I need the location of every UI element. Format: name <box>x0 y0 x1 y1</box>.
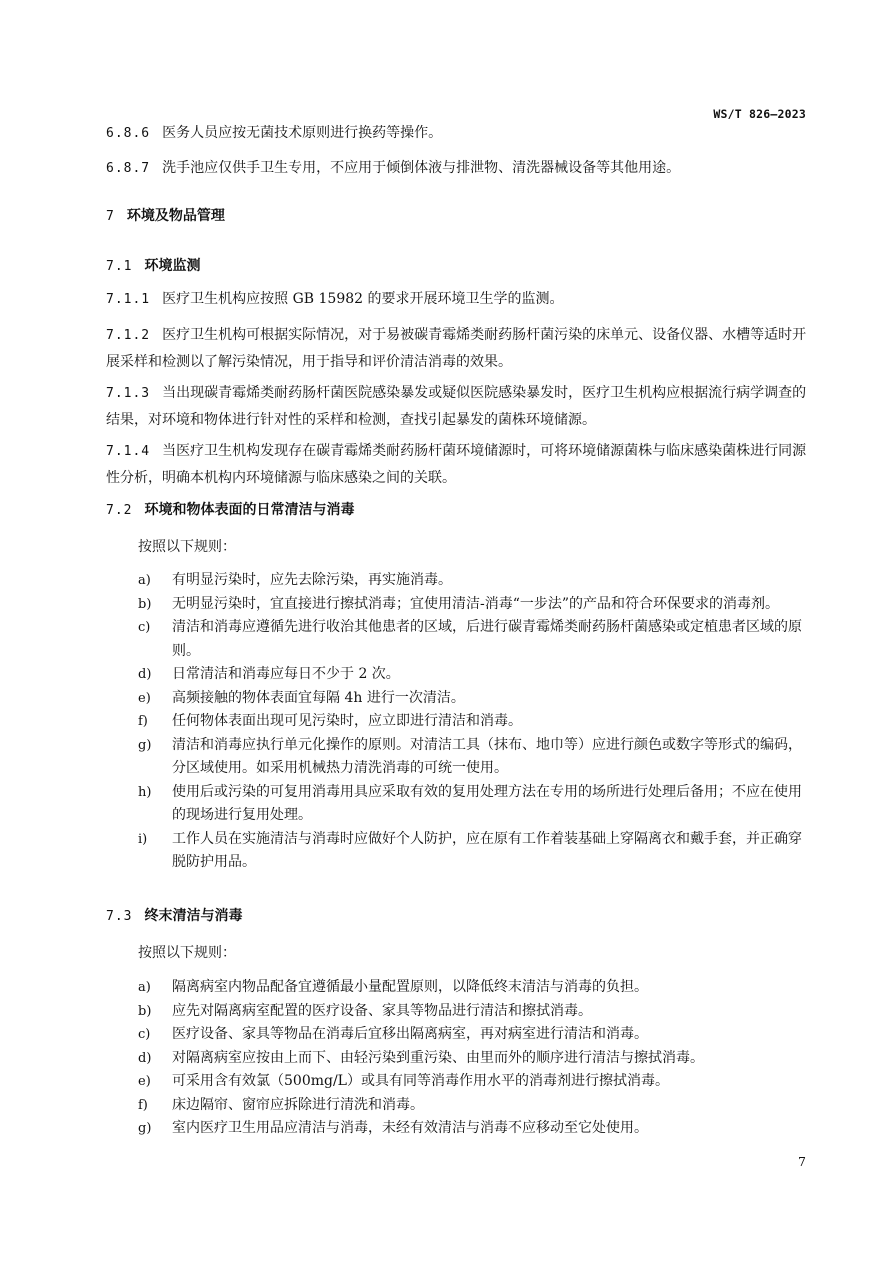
list-text: 隔离病室内物品配备宜遵循最小量配置原则，以降低终末清洁与消毒的负担。 <box>172 979 648 995</box>
list-item <box>138 1070 808 1094</box>
clause-text: 当出现碳青霉烯类耐药肠杆菌医院感染暴发或疑似医院感染暴发时，医疗卫生机构应根据流行病学调查的结果，对环境和物体进行针对性的采样和检测，查找引起暴发的菌株环境储源。 <box>106 385 807 428</box>
list-marker: c) <box>138 620 151 635</box>
list-item <box>138 710 808 734</box>
clause-7-1-2 <box>106 322 809 375</box>
rule-list-7-2 <box>138 569 808 875</box>
list-marker: c) <box>138 1027 151 1042</box>
clause-7-1-4 <box>106 438 809 491</box>
clause-text: 医疗卫生机构应按照 GB 15982 的要求开展环境卫生学的监测。 <box>162 291 564 307</box>
list-marker: g) <box>138 1121 152 1136</box>
rule-list-7-3 <box>138 976 808 1141</box>
section-heading-7-2 <box>106 497 809 524</box>
list-text: 对隔离病室应按由上而下、由轻污染到重污染、由里而外的顺序进行清洁与擦拭消毒。 <box>172 1049 704 1066</box>
section-number: 7 <box>106 209 115 224</box>
list-marker: e) <box>138 690 151 706</box>
clause-7-1-3 <box>106 380 809 433</box>
document-code: WS/T 826—2023 <box>713 107 806 121</box>
list-item <box>138 1047 808 1071</box>
list-text: 床边隔帘、窗帘应拆除进行清洗和消毒。 <box>172 1096 424 1113</box>
list-text: 可采用含有效氯（500mg/L）或具有同等消毒作用水平的消毒剂进行擦拭消毒。 <box>172 1073 669 1089</box>
list-item <box>138 976 808 1000</box>
list-marker: a) <box>138 980 151 995</box>
list-marker: a) <box>138 573 151 588</box>
list-text: 无明显污染时，宜直接进行擦拭消毒；宜使用清洁-消毒“一步法”的产品和符合环保要求的消毒剂。 <box>172 595 780 612</box>
clause-text: 当医疗卫生机构发现存在碳青霉烯类耐药肠杆菌环境储源时，可将环境储源菌株与临床感染菌株进行同源性分析，明确本机构内环境储源与临床感染之间的关联。 <box>106 443 807 486</box>
list-marker: g) <box>138 737 152 753</box>
clause-7-1-1 <box>106 286 809 313</box>
clause-number: 7.1.3 <box>106 386 151 401</box>
clause-text: 医疗卫生机构可根据实际情况，对于易被碳青霉烯类耐药肠杆菌污染的床单元、设备仪器、水槽等适时开展采样和检测以了解污染情况，用于指导和评价清洁消毒的效果。 <box>106 327 807 370</box>
section-heading-7 <box>106 203 809 230</box>
list-text: 使用后或污染的可复用消毒用具应采取有效的复用处理方法在专用的场所进行处理后备用；不应在使用的现场进行复用处理。 <box>172 783 802 823</box>
list-text: 室内医疗卫生用品应清洁与消毒，未经有效清洁与消毒不应移动至它处使用。 <box>172 1120 648 1136</box>
list-item <box>138 616 808 663</box>
clause-6-8-7 <box>106 155 809 182</box>
clause-number: 7.1.1 <box>106 292 151 307</box>
section-heading-7-1 <box>106 253 809 280</box>
clause-number: 6.8.7 <box>106 161 151 176</box>
list-marker: h) <box>138 784 152 800</box>
list-item <box>138 1117 808 1141</box>
list-marker: f) <box>138 1097 148 1113</box>
list-text: 清洁和消毒应执行单元化操作的原则。对清洁工具（抹布、地巾等）应进行颜色或数字等形式的编码，分区域使用。如采用机械热力清洗消毒的可统一使用。 <box>172 736 802 776</box>
list-marker: b) <box>138 596 152 612</box>
list-marker: d) <box>138 1050 152 1066</box>
section-title: 环境和物体表面的日常清洁与消毒 <box>144 502 355 518</box>
section-number: 7.2 <box>106 503 133 518</box>
list-item <box>138 828 808 875</box>
clause-6-8-6 <box>106 120 809 147</box>
list-text: 医疗设备、家具等物品在消毒后宜移出隔离病室，再对病室进行清洁和消毒。 <box>172 1026 648 1042</box>
section-title: 环境监测 <box>144 258 201 274</box>
list-marker: d) <box>138 667 152 682</box>
clause-text: 医务人员应按无菌技术原则进行换药等操作。 <box>162 125 443 141</box>
list-item <box>138 663 808 687</box>
list-text: 高频接触的物体表面宜每隔 4h 进行一次清洁。 <box>172 689 465 706</box>
section-number: 7.1 <box>106 259 133 274</box>
list-text: 应先对隔离病室配置的医疗设备、家具等物品进行清洁和擦拭消毒。 <box>172 1002 592 1019</box>
list-item <box>138 569 808 593</box>
list-text: 日常清洁和消毒应每日不少于 2 次。 <box>172 666 400 682</box>
clause-number: 7.1.2 <box>106 328 151 343</box>
list-marker: f) <box>138 714 148 729</box>
clause-text: 洗手池应仅供手卫生专用，不应用于倾倒体液与排泄物、清洗器械设备等其他用途。 <box>162 160 681 176</box>
section-intro: 按照以下规则： <box>138 945 236 961</box>
list-item <box>138 687 808 711</box>
page-number: 7 <box>798 1154 806 1169</box>
list-text: 有明显污染时，应先去除污染，再实施消毒。 <box>172 572 452 588</box>
list-item <box>138 734 808 781</box>
list-text: 任何物体表面出现可见污染时，应立即进行清洁和消毒。 <box>172 713 522 729</box>
list-text: 清洁和消毒应遵循先进行收治其他患者的区域，后进行碳青霉烯类耐药肠杆菌感染或定植患者区域的原则。 <box>172 619 802 659</box>
list-item <box>138 593 808 617</box>
list-item <box>138 1094 808 1118</box>
clause-number: 6.8.6 <box>106 126 151 141</box>
list-marker: i) <box>138 831 148 847</box>
list-item <box>138 1023 808 1047</box>
section-title: 环境及物品管理 <box>126 208 225 224</box>
list-marker: b) <box>138 1003 152 1019</box>
list-text: 工作人员在实施清洁与消毒时应做好个人防护，应在原有工作着装基础上穿隔离衣和戴手套，并正确穿脱防护用品。 <box>172 830 802 870</box>
list-item <box>138 781 808 828</box>
list-marker: e) <box>138 1074 151 1089</box>
section-title: 终末清洁与消毒 <box>144 908 243 924</box>
section-heading-7-3 <box>106 903 809 930</box>
clause-number: 7.1.4 <box>106 444 151 459</box>
section-number: 7.3 <box>106 909 133 924</box>
section-intro: 按照以下规则： <box>138 539 236 555</box>
list-item <box>138 1000 808 1024</box>
